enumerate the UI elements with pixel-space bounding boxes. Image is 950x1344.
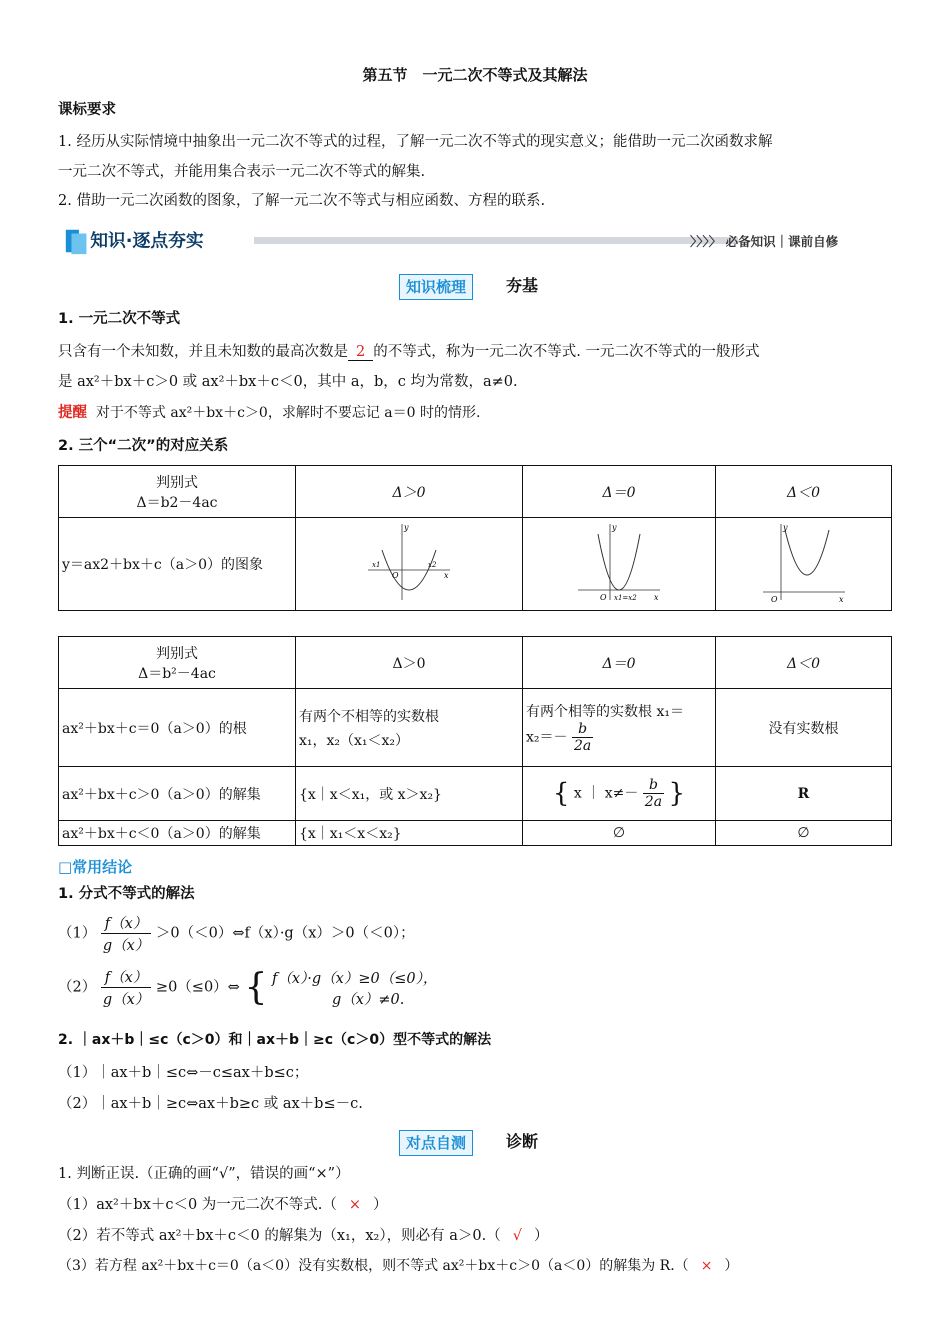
- t2-roots-zero-a: 有两个相等的实数根 x₁＝: [526, 704, 684, 720]
- c1-e1: ＞0（＜0）⇔f（x）·g（x）＞0（＜0）；: [155, 925, 415, 942]
- frac-den: 2a: [573, 738, 592, 754]
- frac2-num: b: [643, 777, 664, 794]
- frac-b-2a: [572, 721, 593, 754]
- pill-selftest-tail: 诊断: [506, 1132, 539, 1151]
- g2-x1x2: x1=x2: [614, 594, 637, 602]
- t2-h0a: 判别式: [156, 645, 198, 662]
- c1-n1: （1）: [58, 925, 97, 942]
- c1-heading: 1. 分式不等式的解法: [58, 886, 195, 902]
- c1-system: [272, 967, 437, 1009]
- table-relations: [58, 636, 892, 846]
- s1-line1b: 的不等式，称为一元二次不等式. 一元二次不等式的一般形式: [373, 344, 760, 360]
- banner-left-text: 知识·逐点夯实: [90, 230, 204, 252]
- s2-heading: 2. 三个“二次”的对应关系: [58, 438, 229, 454]
- q1: [58, 1193, 388, 1214]
- table-graphs: [58, 465, 892, 611]
- c1-line2: （2） $\frac{f(x)}{g(x)}$ ≥0（≤0）⇔ { f（x）·g（x）≥0（≤0）， g（x）≠0.: [58, 967, 438, 1008]
- frac2-den: 2a: [644, 794, 663, 810]
- q3: [58, 1255, 738, 1275]
- c2-line1: （1）｜ax＋b｜≤c⇔－c≤ax＋b≤c；: [58, 1065, 309, 1081]
- g2-xlabel: x: [654, 593, 659, 602]
- s1-line1a: 只含有一个未知数，并且未知数的最高次数是: [58, 344, 348, 360]
- banner-right-text: 〉〉〉〉 必备知识｜课前自修: [690, 234, 839, 249]
- s1-heading: 1. 一元二次不等式: [58, 311, 181, 327]
- q-heading: 1. 判断正误.（正确的画“√”，错误的画“×”）: [58, 1166, 350, 1182]
- t2-roots-zero-prefix: x₂＝－: [526, 729, 568, 746]
- t2-row-roots-label: ax²＋bx＋c＝0（a＞0）的根: [59, 689, 296, 767]
- requirement-1b: 一元二次不等式，并能用集合表示一元二次不等式的解集.: [58, 164, 426, 180]
- banner-divider: [254, 237, 738, 244]
- frac-b-2a-2: [643, 777, 664, 810]
- c1-sys2: g（x）≠0.: [331, 991, 405, 1008]
- q2-text: （2）若不等式 ax²＋bx＋c＜0 的解集为（x₁，x₂），则必有 a＞0.（: [58, 1228, 501, 1244]
- t2-roots-zero-b: [526, 721, 712, 754]
- parabola-one-root-icon: [574, 520, 664, 604]
- c1-e2: ≥0（≤0）⇔: [155, 979, 240, 996]
- t2-header-disc: [59, 637, 296, 689]
- graph-no-root: [716, 518, 892, 611]
- t2-h0b: Δ＝b²－4ac: [138, 665, 216, 682]
- frac-f-g-2: [101, 966, 151, 1009]
- frac-num: b: [572, 721, 593, 738]
- t1-header-neg: Δ＜0: [716, 466, 892, 518]
- t1-h0a: 判别式: [156, 474, 198, 491]
- t2-header-neg: Δ＜0: [716, 637, 892, 689]
- g1-xlabel: x: [444, 571, 449, 580]
- q2-answer: √: [512, 1228, 522, 1244]
- q3-answer: ×: [700, 1258, 713, 1274]
- c1-line1: [58, 912, 415, 955]
- pill-selftest: 对点自测: [399, 1130, 473, 1156]
- q2-close: ）: [533, 1228, 549, 1244]
- frac-f-g-1: [101, 912, 151, 955]
- q1-close: ）: [373, 1197, 388, 1213]
- g1-x2: x2: [428, 561, 437, 569]
- g1-origin: O: [392, 571, 399, 580]
- parabola-two-roots-icon: [364, 520, 454, 604]
- g2-origin: O: [600, 593, 607, 602]
- t2-header-pos: Δ＞0: [296, 637, 523, 689]
- t2-row-gt-label: ax²＋bx＋c＞0（a＞0）的解集: [59, 767, 296, 821]
- requirement-2: 2. 借助一元二次函数的图象，了解一元二次不等式与相应函数、方程的联系.: [58, 193, 546, 209]
- q3-text: （3）若方程 ax²＋bx＋c＝0（a＜0）没有实数根，则不等式 ax²＋bx＋c＞0（a＜0）的解集为 R.（: [58, 1258, 689, 1274]
- q1-text: （1）ax²＋bx＋c＜0 为一元二次不等式.（: [58, 1197, 337, 1213]
- t2-gt-zero: { x ｜ x≠－ $\frac{b}{2a}$ }: [523, 767, 716, 821]
- t2-roots-neg: 没有实数根: [716, 689, 892, 767]
- answer-blank: 2: [348, 344, 373, 361]
- q3-close: ）: [724, 1258, 739, 1274]
- frac-g1: g（x）: [102, 938, 150, 954]
- tip: [58, 401, 480, 422]
- graph-one-root: [523, 518, 716, 611]
- pill-knowledge: 知识梳理: [399, 274, 473, 300]
- t2-gt-neg: R: [716, 767, 892, 821]
- frac-f2: f（x）: [101, 966, 151, 988]
- t2-gt-pos: {x｜x＜x₁，或 x＞x₂}: [296, 767, 523, 821]
- t1-header-disc: [59, 466, 296, 518]
- s1-line2: 是 ax²＋bx＋c＞0 或 ax²＋bx＋c＜0，其中 a，b，c 均为常数，a≠0.: [58, 374, 518, 390]
- t2-roots-pos: [296, 689, 523, 767]
- graph-two-roots: [296, 518, 523, 611]
- t1-h0b: Δ＝b2－4ac: [136, 494, 218, 511]
- g3-xlabel: x: [838, 595, 844, 604]
- tip-text: 对于不等式 ax²＋bx＋c＞0，求解时不要忘记 a＝0 时的情形.: [95, 405, 481, 421]
- c2-line2: （2）｜ax＋b｜≥c⇔ax＋b≥c 或 ax＋b≤－c.: [58, 1096, 363, 1112]
- parabola-no-root-icon: [759, 520, 849, 604]
- page-title: 第五节 一元二次不等式及其解法: [362, 66, 588, 84]
- g3-ylabel: y: [782, 523, 788, 532]
- g1-ylabel: y: [404, 523, 409, 532]
- c1-n2: （2）: [58, 979, 97, 996]
- g2-ylabel: y: [612, 523, 617, 532]
- t2-gt-zero-text: x ｜ x≠－: [573, 785, 639, 802]
- t1-header-zero: Δ＝0: [523, 466, 716, 518]
- q2: [58, 1224, 548, 1245]
- pill-knowledge-tail: 夯基: [506, 276, 539, 295]
- c1-sys1: f（x）·g（x）≥0（≤0），: [271, 970, 438, 987]
- t2-lt-neg: ∅: [716, 821, 892, 846]
- requirement-1a: 1. 经历从实际情境中抽象出一元二次不等式的过程，了解一元二次不等式的现实意义；能借助一元二次函数求解: [58, 134, 773, 150]
- t2-roots-pos-b: x₁，x₂（x₁＜x₂）: [299, 732, 410, 749]
- t1-row-graph-label: y＝ax2＋bx＋c（a＞0）的图象: [59, 518, 296, 611]
- t2-roots-zero: [523, 689, 716, 767]
- tip-label: 提醒: [58, 405, 87, 421]
- frac-f1: f（x）: [101, 912, 151, 934]
- g3-origin: O: [770, 595, 778, 604]
- frac-g2: g（x）: [102, 992, 150, 1008]
- t1-header-pos: Δ＞0: [296, 466, 523, 518]
- conclusions-heading: □常用结论: [58, 858, 133, 876]
- section-banner: [58, 226, 858, 256]
- s1-line1: [58, 340, 759, 361]
- t2-lt-zero: ∅: [523, 821, 716, 846]
- t2-roots-pos-a: 有两个不相等的实数根: [299, 708, 439, 725]
- q1-answer: ×: [348, 1197, 362, 1213]
- c2-heading: 2. ｜ax＋b｜≤c（c＞0）和｜ax＋b｜≥c（c＞0）型不等式的解法: [58, 1032, 492, 1048]
- requirements-heading: 课标要求: [58, 102, 116, 118]
- banner-tag-icon: [58, 226, 248, 256]
- t2-lt-pos: {x｜x₁＜x＜x₂}: [296, 821, 523, 846]
- t2-row-lt-label: ax²＋bx＋c＜0（a＞0）的解集: [59, 821, 296, 846]
- t2-header-zero: Δ＝0: [523, 637, 716, 689]
- g1-x1: x1: [372, 561, 381, 569]
